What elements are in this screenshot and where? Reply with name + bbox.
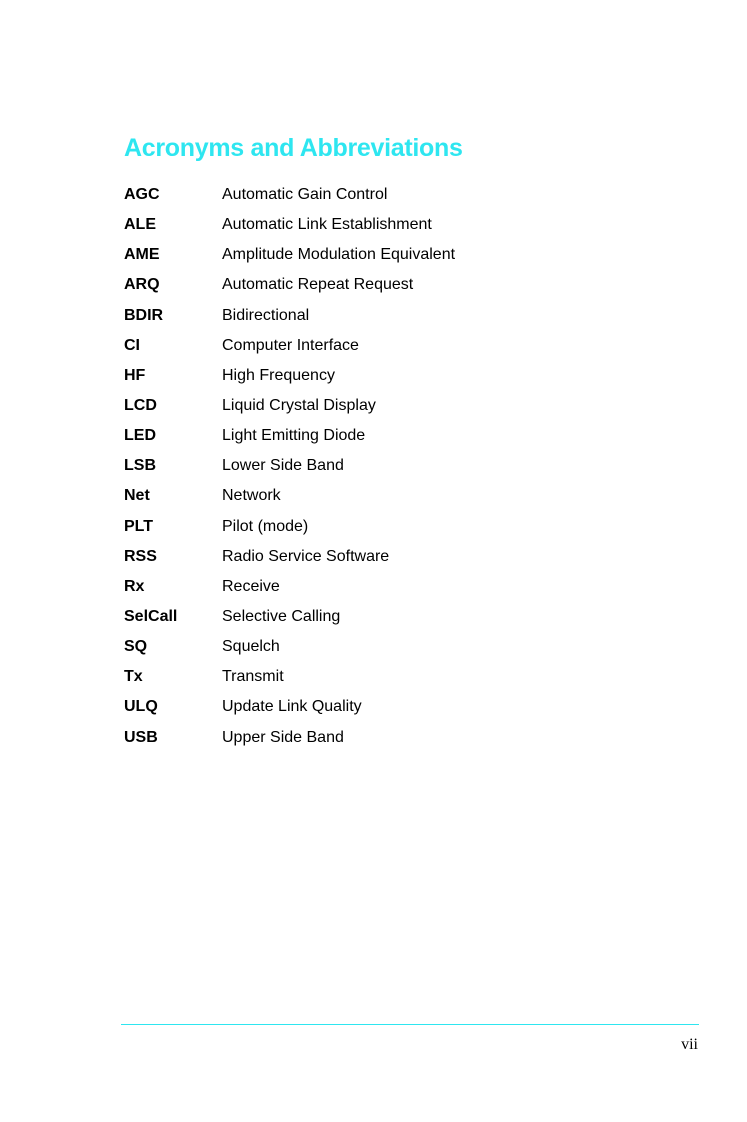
acronym-definition: Lower Side Band: [222, 457, 344, 475]
acronym-list: [124, 180, 644, 753]
acronym-definition: Pilot (mode): [222, 517, 309, 535]
acronym-definition: Transmit: [222, 668, 284, 686]
acronym-definition: Light Emitting Diode: [222, 427, 366, 445]
acronym-term: USB: [124, 728, 158, 746]
acronym-definition: Automatic Link Establishment: [222, 216, 432, 234]
list-item: [124, 723, 644, 753]
list-item: [124, 270, 644, 300]
list-item: [124, 512, 644, 542]
acronym-term: LCD: [124, 397, 157, 415]
acronym-term: ARQ: [124, 276, 160, 294]
acronym-term: LED: [124, 427, 156, 445]
acronym-definition: Amplitude Modulation Equivalent: [222, 246, 456, 264]
acronym-term: HF: [124, 366, 146, 384]
acronym-definition: High Frequency: [222, 366, 335, 384]
acronym-term: BDIR: [124, 306, 164, 324]
acronym-definition: Squelch: [222, 638, 280, 656]
list-item: [124, 421, 644, 451]
acronym-definition: Automatic Gain Control: [222, 186, 388, 204]
acronym-definition: Liquid Crystal Display: [222, 397, 376, 415]
acronym-definition: Automatic Repeat Request: [222, 276, 414, 294]
acronym-term: ULQ: [124, 698, 158, 716]
acronym-definition: Bidirectional: [222, 306, 310, 324]
acronym-term: SelCall: [124, 608, 178, 626]
page-number: vii: [681, 1036, 698, 1053]
acronym-definition: Upper Side Band: [222, 728, 344, 746]
list-item: [124, 451, 644, 481]
acronym-definition: Computer Interface: [222, 336, 359, 354]
list-item: [124, 572, 644, 602]
acronym-term: Tx: [124, 668, 143, 686]
acronym-term: PLT: [124, 517, 154, 535]
acronym-definition: Network: [222, 487, 281, 505]
acronym-term: AME: [124, 246, 160, 264]
acronym-definition: Receive: [222, 577, 280, 595]
acronym-term: LSB: [124, 457, 156, 475]
list-item: [124, 632, 644, 662]
acronym-term: RSS: [124, 547, 157, 565]
list-item: [124, 240, 644, 270]
acronym-term: SQ: [124, 638, 148, 656]
acronym-term: CI: [124, 336, 140, 354]
page-title: Acronyms and Abbreviations: [124, 134, 463, 162]
footer-divider: [121, 1024, 699, 1025]
list-item: [124, 662, 644, 692]
acronym-term: Net: [124, 487, 150, 505]
list-item: [124, 331, 644, 361]
list-item: [124, 301, 644, 331]
list-item: [124, 210, 644, 240]
list-item: [124, 542, 644, 572]
list-item: [124, 180, 644, 210]
list-item: [124, 692, 644, 722]
acronym-term: ALE: [124, 216, 156, 234]
list-item: [124, 481, 644, 511]
acronym-definition: Radio Service Software: [222, 547, 390, 565]
acronym-definition: Update Link Quality: [222, 698, 362, 716]
list-item: [124, 391, 644, 421]
acronym-term: AGC: [124, 186, 160, 204]
acronym-term: Rx: [124, 577, 145, 595]
list-item: [124, 361, 644, 391]
acronym-definition: Selective Calling: [222, 608, 341, 626]
list-item: [124, 602, 644, 632]
